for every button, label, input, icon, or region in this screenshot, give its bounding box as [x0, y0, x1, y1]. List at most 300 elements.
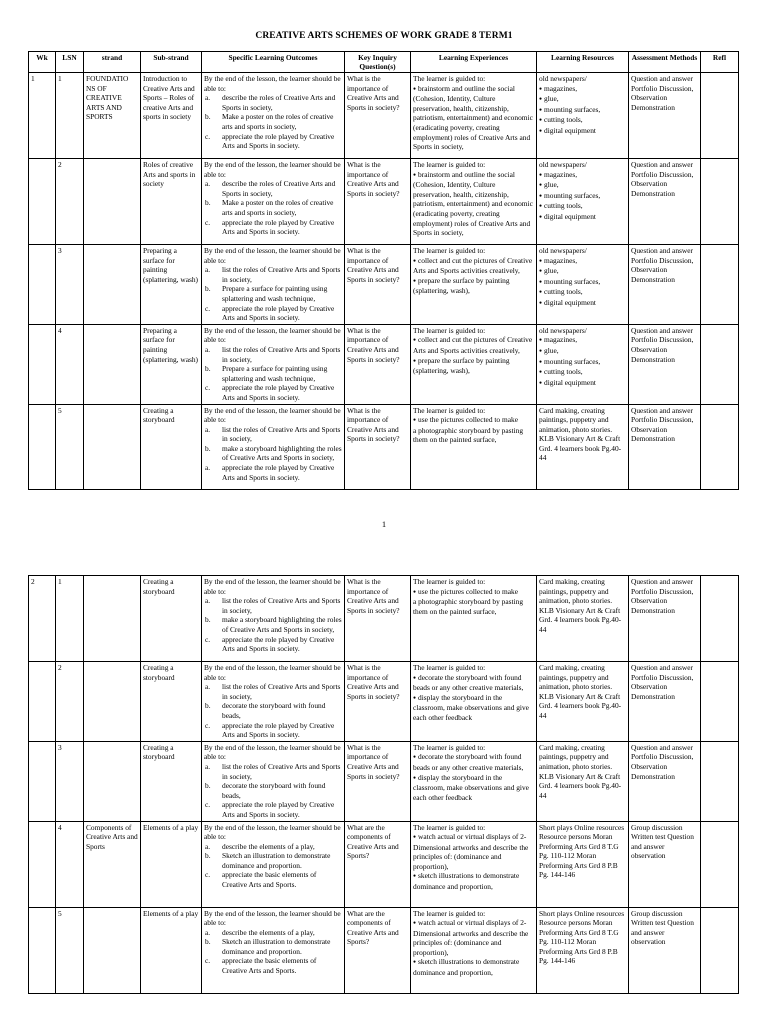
header-reflection: Refl: [701, 52, 739, 73]
outcomes-cell: [202, 324, 345, 404]
key-inquiry-cell: What is the importance of Creative Arts and Sports in society?: [345, 662, 411, 742]
outcome-item: [204, 956, 342, 975]
key-inquiry-cell: What are the components of Creative Arts and Sports?: [345, 907, 411, 993]
outcome-item: [204, 721, 342, 740]
outcomes-intro: By the end of the lesson, the learner should be able to:: [204, 246, 341, 265]
lesson-cell: 4: [56, 324, 84, 404]
reflection-cell: [701, 159, 739, 245]
resource-text: ● mounting surfaces,: [539, 357, 600, 366]
header-wk: Wk: [29, 52, 56, 73]
resource-text: ● glue,: [539, 94, 559, 103]
resource-item: [539, 367, 626, 378]
outcome-letter: b.: [205, 364, 211, 374]
outcome-text: list the roles of Creative Arts and Sports in society,: [222, 761, 341, 781]
outcomes-list: [204, 928, 342, 976]
outcome-text: make a storyboard highlighting the roles of Creative Arts and Sports in society,: [222, 615, 342, 634]
outcome-item: [204, 425, 342, 444]
resources-first: Short plays Online resources Resource persons Moran Preforming Arts Grd 8 T.G Pg. 110-112 Moran Preforming Arts Grd 8 P.B Pg. 144-146: [539, 822, 625, 880]
outcome-item: [204, 937, 342, 956]
outcome-item: [204, 93, 342, 112]
outcome-text: Make a poster on the roles of creative arts and sports in society,: [222, 112, 334, 131]
reflection-cell: [701, 404, 739, 489]
outcome-item: [204, 701, 342, 720]
strand-cell: [84, 662, 141, 742]
outcomes-intro: By the end of the lesson, the learner should be able to:: [204, 325, 341, 345]
outcomes-intro: By the end of the lesson, the learner should be able to:: [204, 822, 341, 842]
resources-first: Card making, creating paintings, puppetry and animation, photo stories. KLB Visionary Art & Craft Grd. 4 learners book Pg.40-44: [539, 742, 622, 800]
lesson-cell: 1: [56, 73, 84, 159]
substrand-cell: Preparing a surface for painting (splattering, wash): [141, 245, 202, 325]
resource-text: ● mounting surfaces,: [539, 277, 600, 286]
outcome-item: [204, 635, 342, 654]
outcome-item: [204, 284, 342, 303]
lesson-cell: 2: [56, 159, 84, 245]
resource-item: [539, 201, 626, 212]
header-experiences: Learning Experiences: [411, 52, 537, 73]
assessment-cell: Question and answer Portfolio Discussion, Observation Demonstration: [629, 741, 701, 821]
strand-cell: [84, 404, 141, 489]
key-inquiry-cell: What is the importance of Creative Arts and Sports in society?: [345, 159, 411, 245]
outcome-item: [204, 800, 342, 819]
resource-text: ● magazines,: [539, 170, 577, 179]
experience-item: [413, 693, 534, 723]
header-resources: Learning Resources: [537, 52, 629, 73]
document-title: CREATIVE ARTS SCHEMES OF WORK GRADE 8 TERM1: [255, 31, 513, 41]
week-cell: [29, 821, 56, 907]
strand-cell: [84, 159, 141, 245]
experience-text: ● use the pictures collected to make: [413, 415, 518, 424]
reflection-cell: [701, 245, 739, 325]
experience-text: ● collect and cut the pictures of Creative Arts and Sports activities creatively,: [413, 335, 532, 355]
substrand-cell: Creating a storyboard: [141, 576, 202, 662]
outcome-item: [204, 851, 342, 870]
experience-text: ● watch actual or virtual displays of 2-Dimensional artworks and describe the principles of: (dominance and proportion),: [413, 832, 528, 871]
strand-cell: [84, 741, 141, 821]
outcome-item: [204, 596, 342, 615]
assessment-cell: Question and answer Portfolio Discussion, Observation Demonstration: [629, 576, 701, 662]
lesson-cell: 3: [56, 245, 84, 325]
experience-item: [413, 597, 534, 616]
substrand-cell: Creating a storyboard: [141, 662, 202, 742]
header-row: [29, 52, 739, 73]
outcomes-intro: By the end of the lesson, the learner should be able to:: [204, 74, 341, 93]
outcome-letter: b.: [205, 284, 211, 294]
outcomes-intro: By the end of the lesson, the learner should be able to:: [204, 663, 341, 682]
outcomes-cell: [202, 662, 345, 742]
resources-first: Card making, creating paintings, puppetry and animation, photo stories. KLB Visionary Art & Craft Grd. 4 learners book Pg.40-44: [539, 663, 622, 720]
experience-item: [413, 957, 534, 977]
resource-text: ● mounting surfaces,: [539, 191, 600, 200]
experience-text: ● display the storyboard in the classroom, make observations and give each other feedback: [413, 773, 529, 802]
outcomes-cell: [202, 907, 345, 993]
resources-first: old newspapers/: [539, 325, 587, 335]
experience-text: ● prepare the surface by painting (splattering, wash),: [413, 356, 510, 376]
outcome-letter: c.: [205, 383, 211, 393]
experiences-cell: [411, 662, 537, 742]
outcome-text: list the roles of Creative Arts and Sports in society,: [222, 265, 341, 284]
resource-item: [539, 357, 626, 368]
outcome-item: [204, 265, 342, 284]
resources-cell: [537, 741, 629, 821]
header-lsn: LSN: [56, 52, 84, 73]
outcome-text: list the roles of Creative Arts and Sports in society,: [222, 596, 341, 615]
substrand-cell: Elements of a play: [141, 821, 202, 907]
outcome-text: appreciate the basic elements of Creative Arts and Sports.: [222, 956, 317, 976]
header-outcomes: Specific Learning Outcomes: [202, 52, 345, 73]
outcomes-intro: By the end of the lesson, the learner should be able to:: [204, 405, 341, 425]
experience-item: [413, 335, 534, 355]
outcome-letter: c.: [205, 800, 211, 810]
outcome-item: [204, 463, 342, 482]
outcome-item: [204, 842, 342, 852]
resource-text: ● magazines,: [539, 256, 577, 265]
outcome-text: make a storyboard highlighting the roles of Creative Arts and Sports in society,: [222, 443, 342, 463]
outcome-text: appreciate the role played by Creative Arts and Sports in society.: [222, 634, 335, 654]
table-row: [29, 159, 739, 245]
experience-item: [413, 587, 534, 598]
experiences-intro: The learner is guided to:: [413, 742, 486, 752]
outcomes-intro: By the end of the lesson, the learner should be able to:: [204, 577, 341, 596]
outcomes-cell: [202, 245, 345, 325]
outcome-item: [204, 304, 342, 323]
week-cell: [29, 159, 56, 245]
outcome-letter: c.: [205, 956, 211, 966]
outcomes-list: [204, 596, 342, 654]
table-row: [29, 576, 739, 662]
outcome-item: [204, 179, 342, 198]
experiences-cell: [411, 159, 537, 245]
resource-text: ● digital equipment: [539, 378, 596, 387]
strand-cell: [84, 245, 141, 325]
outcome-letter: a.: [205, 761, 211, 771]
scheme-table-page1: [28, 51, 739, 490]
header-strand: strand: [84, 52, 141, 73]
reflection-cell: [701, 662, 739, 742]
outcome-item: [204, 345, 342, 364]
outcomes-list: [204, 682, 342, 740]
experiences-intro: The learner is guided to:: [413, 325, 486, 335]
week-cell: [29, 741, 56, 821]
outcome-letter: a.: [205, 179, 211, 189]
experience-text: ● use the pictures collected to make: [413, 587, 518, 596]
outcome-text: Prepare a surface for painting using splattering and wash technique,: [222, 284, 328, 303]
assessment-cell: Question and answer Portfolio Discussion, Observation Demonstration: [629, 245, 701, 325]
resources-cell: [537, 324, 629, 404]
substrand-cell: Introduction to Creative Arts and Sports – Roles of creative Arts and sports in society: [141, 73, 202, 159]
outcome-item: [204, 615, 342, 634]
outcome-text: describe the elements of a play,: [222, 841, 315, 851]
outcomes-list: [204, 842, 342, 890]
assessment-cell: Question and answer Portfolio Discussion, Observation Demonstration: [629, 404, 701, 489]
outcome-text: Sketch an illustration to demonstrate dominance and proportion.: [222, 851, 331, 870]
week-cell: 1: [29, 73, 56, 159]
key-inquiry-cell: What is the importance of Creative Arts and Sports in society?: [345, 73, 411, 159]
outcome-text: list the roles of Creative Arts and Sports in society,: [222, 424, 341, 444]
experiences-intro: The learner is guided to:: [413, 663, 486, 672]
outcome-letter: a.: [205, 344, 211, 354]
outcome-letter: c.: [205, 870, 211, 880]
outcomes-list: [204, 93, 342, 151]
strand-cell: Components of Creative Arts and Sports: [84, 821, 141, 907]
reflection-cell: [701, 576, 739, 662]
resource-item: [539, 378, 626, 389]
outcome-letter: a.: [205, 841, 211, 851]
outcome-text: appreciate the role played by Creative Arts and Sports in society.: [222, 131, 335, 151]
page-number: 1: [381, 519, 387, 529]
table-row: [29, 907, 739, 993]
outcomes-list: [204, 762, 342, 820]
experience-text: ● decorate the storyboard with found beads or any other creative materials,: [413, 673, 523, 693]
key-inquiry-cell: What is the importance of Creative Arts and Sports in society?: [345, 324, 411, 404]
experiences-cell: [411, 404, 537, 489]
week-cell: [29, 245, 56, 325]
experiences-intro: The learner is guided to:: [413, 577, 486, 586]
outcome-letter: a.: [205, 424, 211, 434]
assessment-cell: Question and answer Portfolio Discussion, Observation Demonstration: [629, 324, 701, 404]
assessment-cell: Question and answer Portfolio Discussion, Observation Demonstration: [629, 159, 701, 245]
outcome-text: decorate the storyboard with found beads,: [222, 701, 326, 720]
outcome-text: Make a poster on the roles of creative arts and sports in society,: [222, 198, 334, 217]
experience-item: [413, 752, 534, 772]
table-row: [29, 245, 739, 325]
experience-item: [413, 918, 534, 957]
strand-cell: FOUNDATIO NS OF CREATIVE ARTS AND SPORTS: [84, 73, 141, 159]
outcome-text: describe the elements of a play,: [222, 927, 315, 937]
experience-text: ● decorate the storyboard with found beads or any other creative materials,: [413, 752, 523, 772]
substrand-cell: Elements of a play: [141, 907, 202, 993]
resources-cell: [537, 73, 629, 159]
resources-cell: [537, 576, 629, 662]
outcome-text: Prepare a surface for painting using splattering and wash technique,: [222, 364, 328, 383]
header-substrand: Sub-strand: [141, 52, 202, 73]
resources-first: old newspapers/: [539, 74, 587, 83]
resource-item: [539, 170, 626, 181]
experience-text: ● watch actual or virtual displays of 2-Dimensional artworks and describe the principles of: (dominance and proportion),: [413, 918, 528, 957]
outcomes-cell: [202, 821, 345, 907]
outcome-item: [204, 444, 342, 463]
table-row: [29, 662, 739, 742]
outcome-letter: c.: [205, 217, 211, 227]
scheme-table-page2: [28, 575, 739, 994]
outcome-text: describe the roles of Creative Arts and Sports in society,: [222, 93, 336, 112]
outcome-item: [204, 383, 342, 402]
outcome-item: [204, 198, 342, 217]
strand-cell: [84, 576, 141, 662]
outcome-item: [204, 781, 342, 800]
outcomes-intro: By the end of the lesson, the learner should be able to:: [204, 160, 341, 179]
experience-text: ● brainstorm and outline the social (Cohesion, Identity, Culture preservation, health, citizenship, patriotism, entertainment) and economic (eradicating poverty, creating employment) roles of Creative Arts and Sports in society,: [413, 84, 533, 152]
experience-text: ● display the storyboard in the classroom, make observations and give each other feedback: [413, 693, 529, 722]
experience-item: [413, 773, 534, 803]
header-assessment: Assessment Methods: [629, 52, 701, 73]
table-row: [29, 73, 739, 159]
lesson-cell: 5: [56, 404, 84, 489]
substrand-cell: Creating a storyboard: [141, 741, 202, 821]
experiences-intro: The learner is guided to:: [413, 246, 486, 255]
resource-text: ● glue,: [539, 346, 559, 355]
resource-text: ● magazines,: [539, 335, 577, 344]
experience-item: [413, 256, 534, 276]
outcome-letter: a.: [205, 463, 211, 473]
substrand-cell: Roles of creative Arts and sports in society: [141, 159, 202, 245]
outcome-item: [204, 364, 342, 383]
outcome-text: appreciate the role played by Creative Arts and Sports in society.: [222, 217, 335, 237]
experiences-cell: [411, 73, 537, 159]
resource-item: [539, 84, 626, 95]
experience-text: ● collect and cut the pictures of Creative Arts and Sports activities creatively,: [413, 256, 532, 276]
resource-item: [539, 94, 626, 105]
outcome-letter: b.: [205, 112, 211, 122]
table-row: [29, 821, 739, 907]
resource-item: [539, 277, 626, 288]
outcome-text: appreciate the basic elements of Creative Arts and Sports.: [222, 870, 317, 890]
assessment-cell: Question and answer Portfolio Discussion, Observation Demonstration: [629, 73, 701, 159]
outcome-item: [204, 218, 342, 237]
outcome-item: [204, 762, 342, 781]
resource-text: ● glue,: [539, 266, 559, 275]
substrand-cell: Creating a storyboard: [141, 404, 202, 489]
outcomes-cell: [202, 576, 345, 662]
resource-text: ● cutting tools,: [539, 115, 583, 124]
reflection-cell: [701, 741, 739, 821]
resource-item: [539, 126, 626, 137]
experience-item: [413, 276, 534, 296]
lesson-cell: 1: [56, 576, 84, 662]
key-inquiry-cell: What are the components of Creative Arts and Sports?: [345, 821, 411, 907]
outcome-letter: a.: [205, 93, 211, 103]
table-row: [29, 404, 739, 489]
outcome-letter: a.: [205, 682, 211, 692]
outcome-text: appreciate the role played by Creative Arts and Sports in society.: [222, 720, 335, 740]
experience-text: ● brainstorm and outline the social (Cohesion, Identity, Culture preservation, health, citizenship, patriotism, entertainment) and economic (eradicating poverty, creating employment) roles of Creative Arts and Sports in society,: [413, 170, 533, 238]
resource-text: ● mounting surfaces,: [539, 105, 600, 114]
strand-cell: [84, 907, 141, 993]
outcomes-intro: By the end of the lesson, the learner should be able to:: [204, 908, 341, 928]
resource-text: ● glue,: [539, 180, 559, 189]
resources-first: Card making, creating paintings, puppetry and animation, photo stories. KLB Visionary Art & Craft Grd. 4 learners book Pg.40-44: [539, 577, 622, 634]
outcome-text: appreciate the role played by Creative Arts and Sports in society.: [222, 383, 335, 402]
outcome-letter: c.: [205, 720, 211, 730]
outcome-item: [204, 682, 342, 701]
resources-first: Short plays Online resources Resource persons Moran Preforming Arts Grd 8 T.G Pg. 110-112 Moran Preforming Arts Grd 8 P.B Pg. 144-146: [539, 908, 625, 966]
outcome-text: appreciate the role played by Creative Arts and Sports in society.: [222, 800, 335, 819]
week-cell: [29, 907, 56, 993]
outcome-letter: a.: [205, 927, 211, 937]
resource-text: ● digital equipment: [539, 212, 596, 221]
outcome-text: appreciate the role played by Creative Arts and Sports in society.: [222, 303, 335, 323]
substrand-cell: Preparing a surface for painting (splattering, wash): [141, 324, 202, 404]
outcome-letter: b.: [205, 937, 211, 947]
outcome-letter: b.: [205, 198, 211, 208]
outcome-item: [204, 112, 342, 131]
resources-cell: [537, 404, 629, 489]
experiences-intro: The learner is guided to:: [413, 908, 486, 918]
experience-text: a photographic storyboard by pasting them on the painted surface,: [413, 597, 524, 616]
resource-item: [539, 266, 626, 277]
resource-text: ● cutting tools,: [539, 201, 583, 210]
resources-first: old newspapers/: [539, 246, 587, 255]
experiences-cell: [411, 576, 537, 662]
reflection-cell: [701, 73, 739, 159]
outcome-letter: b.: [205, 781, 211, 791]
outcomes-cell: [202, 741, 345, 821]
resource-item: [539, 212, 626, 223]
week-cell: [29, 662, 56, 742]
week-cell: [29, 404, 56, 489]
outcome-text: decorate the storyboard with found beads,: [222, 781, 326, 800]
outcome-letter: c.: [205, 634, 211, 644]
resources-cell: [537, 662, 629, 742]
resource-item: [539, 256, 626, 267]
experiences-cell: [411, 907, 537, 993]
assessment-cell: Question and answer Portfolio Discussion, Observation Demonstration: [629, 662, 701, 742]
experience-item: [413, 832, 534, 871]
experience-item: [413, 415, 534, 426]
experiences-intro: The learner is guided to:: [413, 405, 486, 415]
outcome-letter: b.: [205, 615, 211, 625]
outcomes-intro: By the end of the lesson, the learner should be able to:: [204, 742, 341, 762]
key-inquiry-cell: What is the importance of Creative Arts and Sports in society?: [345, 741, 411, 821]
resource-item: [539, 115, 626, 126]
lesson-cell: 5: [56, 907, 84, 993]
lesson-cell: 3: [56, 741, 84, 821]
resource-text: ● digital equipment: [539, 298, 596, 307]
experiences-intro: The learner is guided to:: [413, 160, 486, 169]
outcome-letter: a.: [205, 596, 211, 606]
outcomes-cell: [202, 159, 345, 245]
outcome-letter: b.: [205, 701, 211, 711]
resource-item: [539, 335, 626, 346]
resources-cell: [537, 821, 629, 907]
reflection-cell: [701, 907, 739, 993]
header-key-inquiry: Key Inquiry Question(s): [345, 52, 411, 73]
experience-item: [413, 356, 534, 376]
resources-first: Card making, creating paintings, puppetry and animation, photo stories. KLB Visionary Art & Craft Grd. 4 learners book Pg.40-44: [539, 405, 622, 463]
outcome-letter: c.: [205, 303, 211, 313]
key-inquiry-cell: What is the importance of Creative Arts and Sports in society?: [345, 245, 411, 325]
resource-text: ● cutting tools,: [539, 287, 583, 296]
week-cell: 2: [29, 576, 56, 662]
experience-item: [413, 871, 534, 891]
experience-item: [413, 673, 534, 693]
key-inquiry-cell: What is the importance of Creative Arts and Sports in society?: [345, 404, 411, 489]
experience-item: [413, 426, 534, 445]
reflection-cell: [701, 821, 739, 907]
outcome-letter: b.: [205, 851, 211, 861]
resource-item: [539, 105, 626, 116]
key-inquiry-cell: What is the importance of Creative Arts and Sports in society?: [345, 576, 411, 662]
week-cell: [29, 324, 56, 404]
experiences-intro: The learner is guided to:: [413, 74, 486, 83]
experiences-cell: [411, 245, 537, 325]
table-row: [29, 324, 739, 404]
resource-text: ● magazines,: [539, 84, 577, 93]
outcome-item: [204, 928, 342, 938]
experiences-cell: [411, 741, 537, 821]
outcome-text: appreciate the role played by Creative Arts and Sports in society.: [222, 463, 335, 482]
resource-item: [539, 346, 626, 357]
experience-text: a photographic storyboard by pasting them on the painted surface,: [413, 425, 524, 445]
experience-text: ● sketch illustrations to demonstrate dominance and proportion,: [413, 957, 519, 977]
resource-item: [539, 191, 626, 202]
assessment-cell: Group discussion Written test Question and answer observation: [629, 907, 701, 993]
outcome-item: [204, 132, 342, 151]
outcome-letter: c.: [205, 131, 211, 141]
outcome-text: Sketch an illustration to demonstrate dominance and proportion.: [222, 937, 331, 956]
experiences-intro: The learner is guided to:: [413, 822, 486, 832]
strand-cell: [84, 324, 141, 404]
resource-text: ● cutting tools,: [539, 367, 583, 376]
